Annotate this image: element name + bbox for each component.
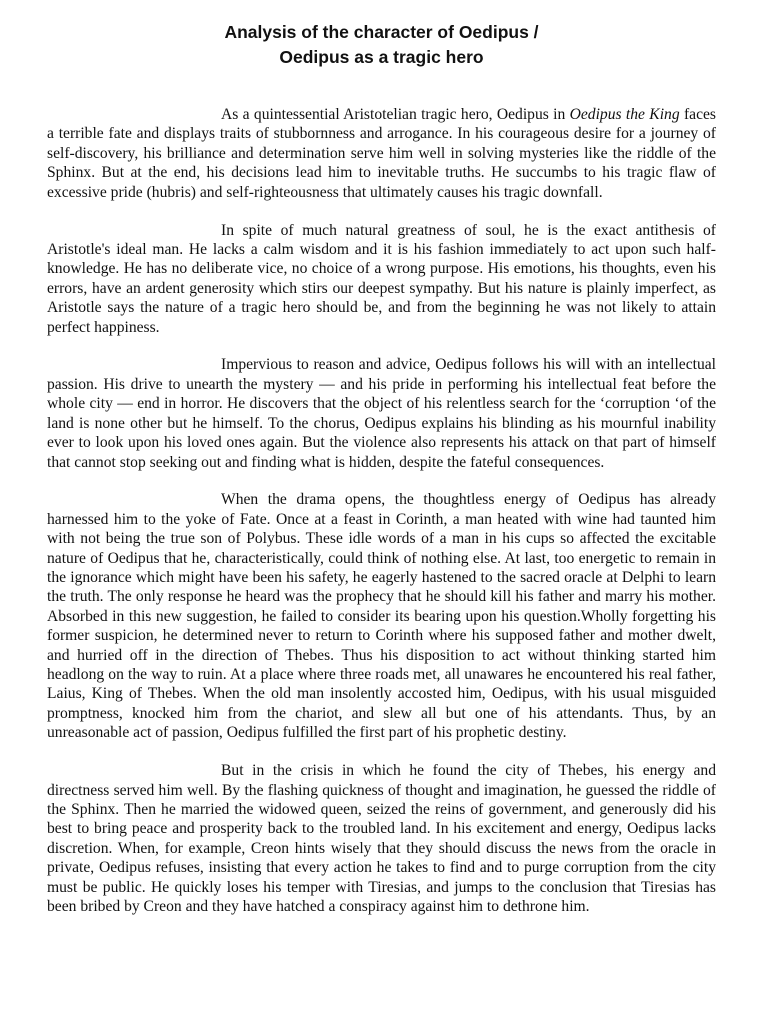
page-subtitle: Oedipus as a tragic hero <box>279 47 484 67</box>
page-title: Analysis of the character of Oedipus / <box>224 22 539 42</box>
paragraph-1-lead: As a quintessential Aristotelian tragic hero, Oedipus in <box>221 106 570 123</box>
paragraph-2: In spite of much natural greatness of soul, he is the exact antithesis of Aristotle's ideal man. He lacks a calm wisdom and it is his fashion immediately to act upon such half-knowledge. He has no deliberate vice, no choice of a wrong purpose. His emotions, his thoughts, even his errors, have an ardent generosity which stirs our deepest sympathy. But his nature is plainly imperfect, as Aristotle says the nature of a tragic hero should be, and from the beginning he was not likely to attain perfect happiness. <box>47 221 716 336</box>
paragraph-3: Impervious to reason and advice, Oedipus follows his will with an intellectual passion. His drive to unearth the mystery — and his pride in performing his intellectual feat before the whole city — end in horror. He discovers that the object of his relentless search for the ‘corruption ‘of the land is none other but he himself. To the chorus, Oedipus explains his blinding as his mournful inability ever to look upon his loved ones again. But the violence also represents his attack on that part of himself that cannot stop seeking out and finding what is hidden, despite the fateful consequences. <box>47 356 716 471</box>
paragraph-1 <box>47 105 716 202</box>
paragraph-5: But in the crisis in which he found the city of Thebes, his energy and directness served him well. By the flashing quickness of thought and imagination, he guessed the riddle of the Sphinx. Then he married the widowed queen, seized the reins of government, and generously did his best to bring peace and prosperity back to the troubled land. In his excitement and energy, Oedipus lacks discretion. When, for example, Creon hints wisely that they should discuss the news from the oracle in private, Oedipus refuses, insisting that every action he takes to find and to purge corruption from the city must be public. He quickly loses his temper with Tiresias, and jumps to the conclusion that Tiresias has been bribed by Creon and they have hatched a conspiracy against him to dethrone him. <box>47 762 716 916</box>
paragraph-4: When the drama opens, the thoughtless energy of Oedipus has already harnessed him to the yoke of Fate. Once at a feast in Corinth, a man heated with wine had taunted him with not being the true son of Polybus. These idle words of a man in his cups so affected the excitable nature of Oedipus that he, characteristically, could think of nothing else. At last, too energetic to remain in the ignorance which might have been his safety, he eagerly hastened to the sacred oracle at Delphi to learn the truth. The only response he heard was the prophecy that he should kill his father and marry his mother. Absorbed in this new suggestion, he failed to consider its bearing upon his question.Wholly forgetting his former suspicion, he determined never to return to Corinth where his supposed father and mother dwelt, and hurried off in the direction of Thebes. Thus his disposition to act without thinking started him headlong on the way to ruin. At a place where three roads met, all unawares he encountered his real father, Laius, King of Thebes. When the old man insolently accosted him, Oedipus, with his usual misguided promptness, knocked him from the chariot, and slew all but one of his attendants. Thus, by an unreasonable act of passion, Oedipus fulfilled the first part of his prophetic destiny. <box>47 491 716 742</box>
title-block <box>47 20 716 70</box>
paragraph-1-rest: faces a terrible fate and displays traits of stubbornness and arrogance. In his courageous desire for a journey of self-discovery, his brilliance and determination serve him well in solving mysteries like the riddle of the Sphinx. But at the end, his decisions lead him to inevitable truths. He succumbs to his tragic flaw of excessive pride (hubris) and self-righteousness that ultimately causes his tragic downfall. <box>47 106 716 201</box>
play-title: Oedipus the King <box>569 106 680 123</box>
